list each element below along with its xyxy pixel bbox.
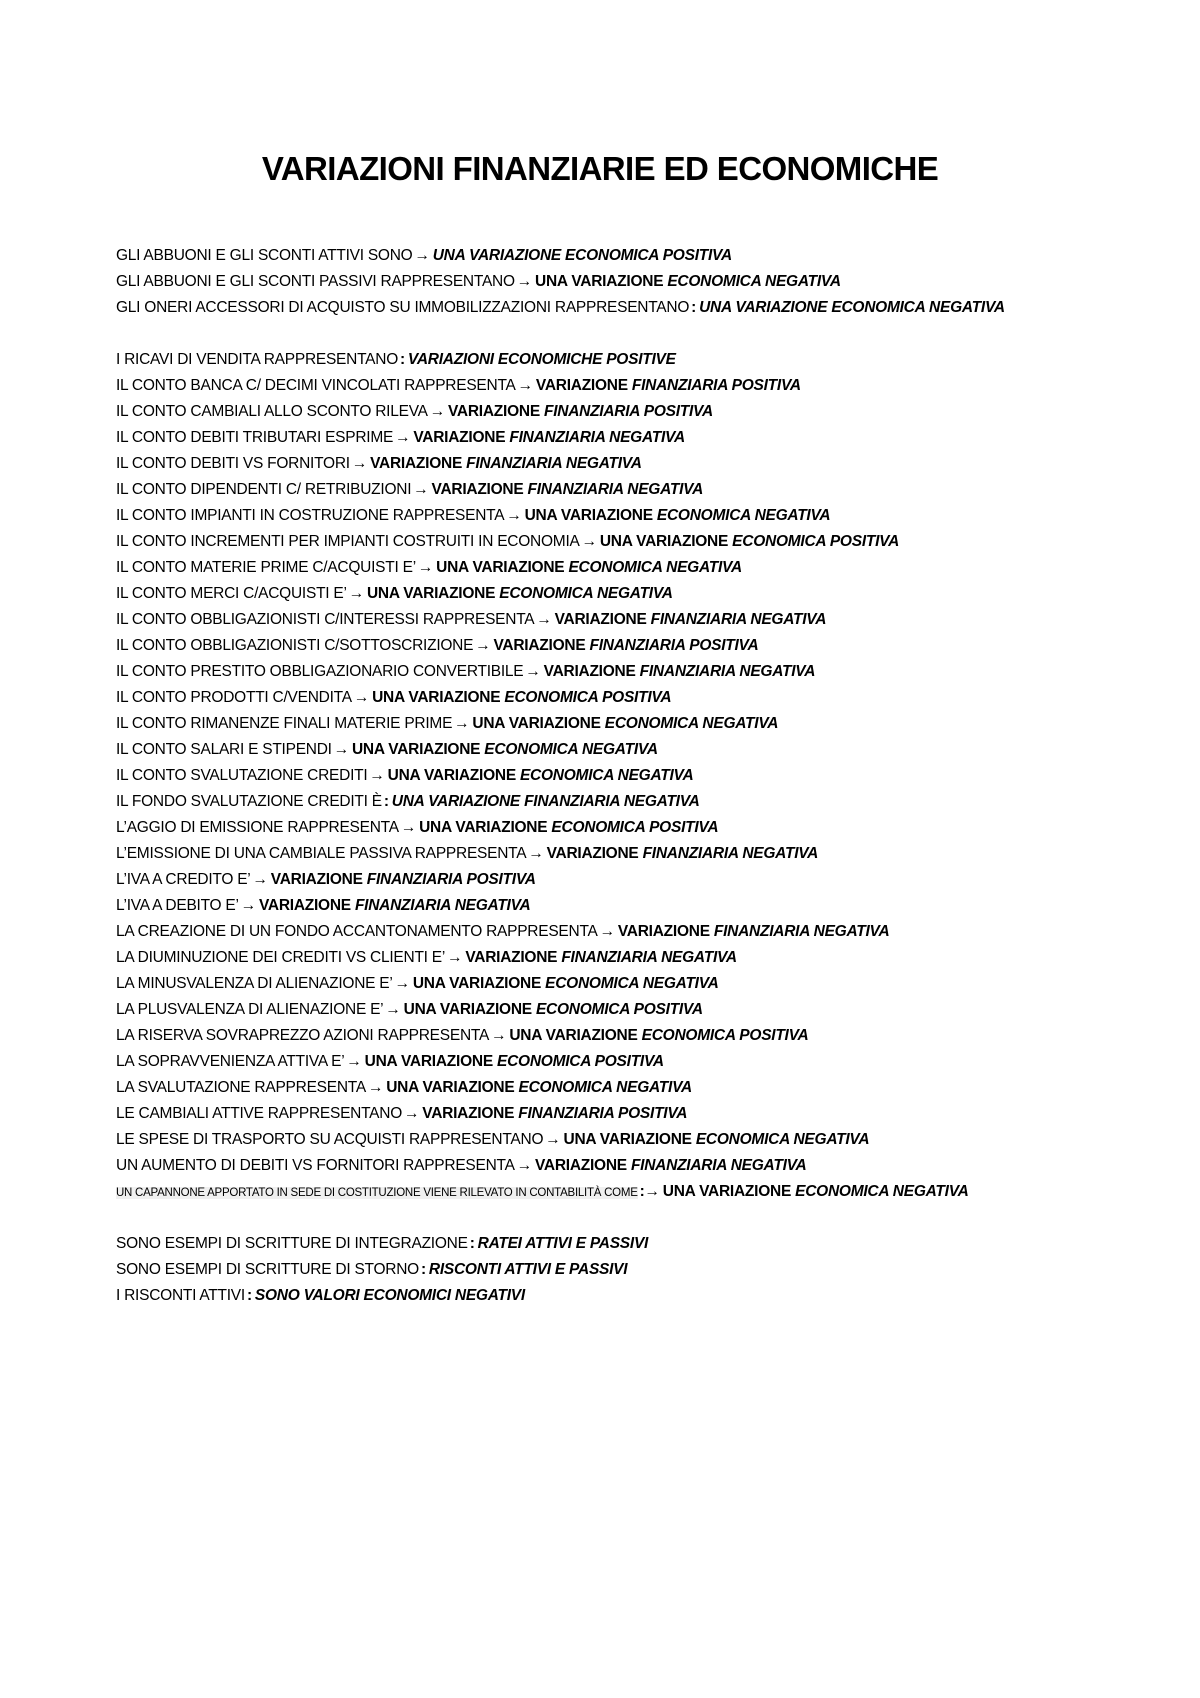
statement-line: [116, 295, 1126, 347]
statement-question: IL CONTO DIPENDENTI C/ RETRIBUZIONI: [116, 481, 412, 498]
arrow-right-icon: →: [385, 1001, 401, 1018]
answer-italic: ECONOMICA NEGATIVA: [656, 507, 831, 524]
arrow-right-icon: →: [528, 845, 544, 862]
statement-question: LA MINUSVALENZA DI ALIENAZIONE E’: [116, 975, 393, 992]
arrow-right-icon: →: [252, 871, 268, 888]
answer-italic: FINANZIARIA NEGATIVA: [527, 481, 704, 498]
statement-line: [116, 269, 1126, 295]
answer-italic: ECONOMICA NEGATIVA: [518, 1079, 692, 1096]
answer-bold: VARIAZIONE: [546, 845, 639, 862]
statement-question: IL CONTO MATERIE PRIME C/ACQUISTI E’: [116, 559, 416, 576]
answer-bold: UNA VARIAZIONE: [387, 767, 516, 784]
answer-italic: FINANZIARIA NEGATIVA: [713, 923, 890, 940]
page-title: VARIAZIONI FINANZIARIE ED ECONOMICHE: [261, 150, 939, 187]
answer-bold: VARIAZIONE: [617, 923, 710, 940]
statement-question: L’IVA A DEBITO E’: [116, 897, 239, 914]
statement-question: UN CAPANNONE APPORTATO IN SEDE DI COSTITUZIONE VIENE RILEVATO IN CONTABILITÀ COME: [116, 1187, 638, 1199]
statement-line: [116, 841, 1126, 867]
answer-italic: FINANZIARIA POSITIVA: [366, 871, 536, 888]
statement-line: [116, 815, 1126, 841]
statement-list: [116, 243, 1126, 1309]
colon-separator: :: [469, 1235, 475, 1252]
statement-line: [116, 347, 1126, 373]
statement-question: IL CONTO SVALUTAZIONE CREDITI: [116, 767, 368, 784]
statement-question: LA SOPRAVVENIENZA ATTIVA E’: [116, 1053, 345, 1070]
answer-italic: ECONOMICA POSITIVA: [496, 1053, 664, 1070]
statement-line: [116, 425, 1126, 451]
statement-line: [116, 1023, 1126, 1049]
statement-question: GLI ONERI ACCESSORI DI ACQUISTO SU IMMOBILIZZAZIONI RAPPRESENTANO: [116, 299, 690, 316]
answer-italic: UNA VARIAZIONE ECONOMICA NEGATIVA: [699, 299, 1005, 316]
arrow-right-icon: →: [333, 741, 349, 758]
answer-italic: ECONOMICA POSITIVA: [535, 1001, 703, 1018]
arrow-right-icon: →: [417, 559, 434, 576]
statement-line: [116, 529, 1126, 555]
answer-italic: ECONOMICA POSITIVA: [504, 689, 672, 706]
statement-line: [116, 581, 1126, 607]
answer-bold: UNA VARIAZIONE: [472, 715, 601, 732]
statement-question: IL CONTO SALARI E STIPENDI: [116, 741, 332, 758]
answer-italic: FINANZIARIA NEGATIVA: [639, 663, 816, 680]
arrow-right-icon: →: [581, 533, 597, 550]
answer-bold: UNA VARIAZIONE: [535, 273, 664, 290]
answer-bold: UNA VARIAZIONE: [364, 1053, 493, 1070]
answer-italic: FINANZIARIA POSITIVA: [631, 377, 801, 394]
answer-italic: ECONOMICA NEGATIVA: [545, 975, 719, 992]
answer-bold: VARIAZIONE: [422, 1105, 515, 1122]
answer-italic: ECONOMICA NEGATIVA: [568, 559, 742, 576]
statement-question: LA SVALUTAZIONE RAPPRESENTA: [116, 1079, 366, 1096]
arrow-right-icon: →: [525, 663, 541, 680]
colon-separator: :: [420, 1261, 426, 1278]
statement-line: [116, 1283, 1126, 1309]
statement-line: [116, 1127, 1126, 1153]
arrow-right-icon: →: [491, 1027, 507, 1044]
statement-question: IL CONTO PRODOTTI C/VENDITA: [116, 689, 352, 706]
answer-italic: ECONOMICA NEGATIVA: [667, 273, 841, 290]
statement-line: [116, 451, 1126, 477]
statement-line: [116, 919, 1126, 945]
answer-italic: FINANZIARIA NEGATIVA: [650, 611, 827, 628]
statement-line: [116, 1231, 1126, 1257]
answer-bold: UNA VARIAZIONE: [599, 533, 729, 550]
answer-bold: VARIAZIONE: [270, 871, 363, 888]
answer-italic: FINANZIARIA POSITIVA: [589, 637, 759, 654]
answer-italic: ECONOMICA NEGATIVA: [695, 1131, 870, 1148]
answer-italic: ECONOMICA POSITIVA: [551, 819, 719, 836]
statement-line: [116, 399, 1126, 425]
statement-line: [116, 555, 1126, 581]
answer-italic: VARIAZIONI ECONOMICHE POSITIVE: [407, 351, 676, 368]
statement-question: I RISCONTI ATTIVI: [116, 1287, 245, 1304]
statement-question: LA DIUMINUZIONE DEI CREDITI VS CLIENTI E’: [116, 949, 446, 966]
statement-question: UN AUMENTO DI DEBITI VS FORNITORI RAPPRESENTA: [116, 1157, 515, 1174]
answer-italic: SONO VALORI ECONOMICI NEGATIVI: [254, 1287, 525, 1304]
statement-question: IL CONTO DEBITI VS FORNITORI: [116, 455, 350, 472]
statement-line: [116, 945, 1126, 971]
statement-question: IL CONTO DEBITI TRIBUTARI ESPRIME: [116, 429, 394, 446]
answer-bold: VARIAZIONE: [413, 429, 506, 446]
statement-line: [116, 867, 1126, 893]
statement-question: IL CONTO OBBLIGAZIONISTI C/SOTTOSCRIZIONE: [116, 637, 474, 654]
answer-italic: FINANZIARIA NEGATIVA: [561, 949, 737, 966]
statement-question: IL CONTO INCREMENTI PER IMPIANTI COSTRUITI IN ECONOMIA: [116, 533, 580, 550]
statement-question: SONO ESEMPI DI SCRITTURE DI INTEGRAZIONE: [116, 1235, 468, 1252]
arrow-right-icon: →: [545, 1131, 561, 1148]
answer-bold: UNA VARIAZIONE: [372, 689, 501, 706]
statement-question: L’IVA A CREDITO E’: [116, 871, 251, 888]
answer-bold: UNA VARIAZIONE: [563, 1131, 692, 1148]
arrow-right-icon: →: [517, 377, 533, 394]
answer-bold: UNA VARIAZIONE: [436, 559, 565, 576]
answer-italic: FINANZIARIA POSITIVA: [518, 1105, 688, 1122]
arrow-right-icon: →: [404, 1105, 420, 1122]
answer-bold: UNA VARIAZIONE: [419, 819, 548, 836]
arrow-right-icon: →: [454, 715, 470, 732]
statement-line: [116, 243, 1126, 269]
answer-italic: ECONOMICA POSITIVA: [732, 533, 900, 550]
statement-line: [116, 1101, 1126, 1127]
answer-bold: VARIAZIONE: [370, 455, 463, 472]
answer-italic: RATEI ATTIVI E PASSIVI: [477, 1235, 649, 1252]
answer-italic: ECONOMICA NEGATIVA: [499, 585, 673, 602]
arrow-right-icon: →: [348, 585, 364, 602]
statement-line: [116, 1257, 1126, 1283]
answer-italic: ECONOMICA POSITIVA: [641, 1027, 809, 1044]
statement-question: GLI ABBUONI E GLI SCONTI PASSIVI RAPPRESENTANO: [116, 273, 515, 290]
statement-question: SONO ESEMPI DI SCRITTURE DI STORNO: [116, 1261, 419, 1278]
arrow-right-icon: →: [447, 949, 463, 966]
arrow-right-icon: →: [599, 923, 615, 940]
colon-separator: :: [246, 1287, 252, 1304]
statement-question: GLI ABBUONI E GLI SCONTI ATTIVI SONO: [116, 247, 413, 264]
arrow-right-icon: →: [506, 507, 522, 524]
statement-line: [116, 633, 1126, 659]
statement-line: [116, 1153, 1126, 1179]
answer-italic: FINANZIARIA POSITIVA: [543, 403, 713, 420]
arrow-right-icon: →: [367, 1079, 384, 1096]
statement-question: IL CONTO PRESTITO OBBLIGAZIONARIO CONVERTIBILE: [116, 663, 524, 680]
answer-bold: VARIAZIONE: [431, 481, 524, 498]
answer-italic: UNA VARIAZIONE FINANZIARIA NEGATIVA: [391, 793, 700, 810]
statement-question: LA CREAZIONE DI UN FONDO ACCANTONAMENTO RAPPRESENTA: [116, 923, 598, 940]
arrow-right-icon: →: [413, 481, 429, 498]
statement-question: IL CONTO RIMANENZE FINALI MATERIE PRIME: [116, 715, 453, 732]
answer-bold: VARIAZIONE: [493, 637, 586, 654]
answer-bold: VARIAZIONE: [258, 897, 351, 914]
statement-question: IL FONDO SVALUTAZIONE CREDITI È: [116, 793, 382, 810]
answer-italic: ECONOMICA NEGATIVA: [519, 767, 694, 784]
answer-italic: FINANZIARIA NEGATIVA: [630, 1157, 807, 1174]
statement-line: [116, 971, 1126, 997]
answer-bold: UNA VARIAZIONE: [524, 507, 653, 524]
statement-line: [116, 659, 1126, 685]
statement-line: [116, 685, 1126, 711]
statement-line: [116, 893, 1126, 919]
answer-bold: UNA VARIAZIONE: [351, 741, 481, 758]
arrow-right-icon: →: [369, 767, 385, 784]
arrow-right-icon: →: [516, 273, 533, 290]
answer-bold: UNA VARIAZIONE: [366, 585, 496, 602]
colon-separator: :: [400, 351, 405, 368]
statement-line: [116, 737, 1126, 763]
answer-italic: FINANZIARIA NEGATIVA: [466, 455, 642, 472]
statement-question: IL CONTO CAMBIALI ALLO SCONTO RILEVA: [116, 403, 428, 420]
answer-italic: FINANZIARIA NEGATIVA: [354, 897, 531, 914]
statement-question: LE CAMBIALI ATTIVE RAPPRESENTANO: [116, 1105, 403, 1122]
colon-separator: :: [691, 299, 697, 316]
answer-italic: ECONOMICA NEGATIVA: [604, 715, 779, 732]
statement-line: [116, 477, 1126, 503]
answer-italic: RISCONTI ATTIVI E PASSIVI: [428, 1261, 628, 1278]
statement-line: [116, 1179, 1126, 1231]
answer-italic: FINANZIARIA NEGATIVA: [642, 845, 819, 862]
statement-line: [116, 607, 1126, 633]
arrow-right-icon: →: [346, 1053, 362, 1070]
arrow-right-icon: →: [353, 689, 370, 706]
statement-line: [116, 1075, 1126, 1101]
statement-question: LA PLUSVALENZA DI ALIENAZIONE E’: [116, 1001, 384, 1018]
arrow-right-icon: →: [516, 1157, 532, 1174]
answer-italic: FINANZIARIA NEGATIVA: [509, 429, 685, 446]
answer-bold: UNA VARIAZIONE: [403, 1001, 532, 1018]
statement-line: [116, 373, 1126, 399]
statement-line: [116, 503, 1126, 529]
answer-bold: UNA VARIAZIONE: [386, 1079, 515, 1096]
answer-bold: VARIAZIONE: [535, 377, 628, 394]
statement-line: [116, 789, 1126, 815]
arrow-right-icon: →: [536, 611, 552, 628]
statement-question: L’AGGIO DI EMISSIONE RAPPRESENTA: [116, 819, 399, 836]
arrow-right-icon: →: [475, 637, 491, 654]
colon-separator: :: [383, 793, 389, 810]
statement-question: L’EMISSIONE DI UNA CAMBIALE PASSIVA RAPPRESENTA: [116, 845, 527, 862]
arrow-right-icon: →: [400, 819, 417, 836]
statement-question: IL CONTO OBBLIGAZIONISTI C/INTERESSI RAPPRESENTA: [116, 611, 535, 628]
arrow-right-icon: →: [394, 975, 410, 992]
arrow-right-icon: →: [240, 897, 256, 914]
arrow-right-icon: →: [351, 455, 368, 472]
statement-question: LA RISERVA SOVRAPREZZO AZIONI RAPPRESENTA: [116, 1027, 490, 1044]
answer-bold: VARIAZIONE: [465, 949, 558, 966]
answer-bold: VARIAZIONE: [543, 663, 636, 680]
statement-question: LE SPESE DI TRASPORTO SU ACQUISTI RAPPRESENTANO: [116, 1131, 544, 1148]
answer-bold: UNA VARIAZIONE: [509, 1027, 638, 1044]
statement-question: IL CONTO MERCI C/ACQUISTI E’: [116, 585, 347, 602]
statement-line: [116, 1049, 1126, 1075]
statement-question: I RICAVI DI VENDITA RAPPRESENTANO: [116, 351, 398, 368]
answer-bold: VARIAZIONE: [447, 403, 540, 420]
arrow-right-icon: →: [414, 247, 430, 264]
answer-italic: UNA VARIAZIONE ECONOMICA POSITIVA: [432, 247, 732, 264]
answer-italic: ECONOMICA NEGATIVA: [795, 1183, 969, 1200]
arrow-right-icon: →: [429, 403, 445, 420]
arrow-right-icon: →: [395, 429, 411, 446]
answer-bold: VARIAZIONE: [554, 611, 647, 628]
statement-line: [116, 763, 1126, 789]
answer-bold: UNA VARIAZIONE: [412, 975, 542, 992]
statement-line: [116, 711, 1126, 737]
answer-italic: ECONOMICA NEGATIVA: [484, 741, 658, 758]
answer-bold: UNA VARIAZIONE: [662, 1183, 792, 1200]
statement-question: IL CONTO IMPIANTI IN COSTRUZIONE RAPPRESENTA: [116, 507, 505, 524]
arrow-right-icon: :→: [639, 1183, 660, 1200]
answer-bold: VARIAZIONE: [534, 1157, 627, 1174]
statement-line: [116, 997, 1126, 1023]
statement-question: IL CONTO BANCA C/ DECIMI VINCOLATI RAPPRESENTA: [116, 377, 516, 394]
